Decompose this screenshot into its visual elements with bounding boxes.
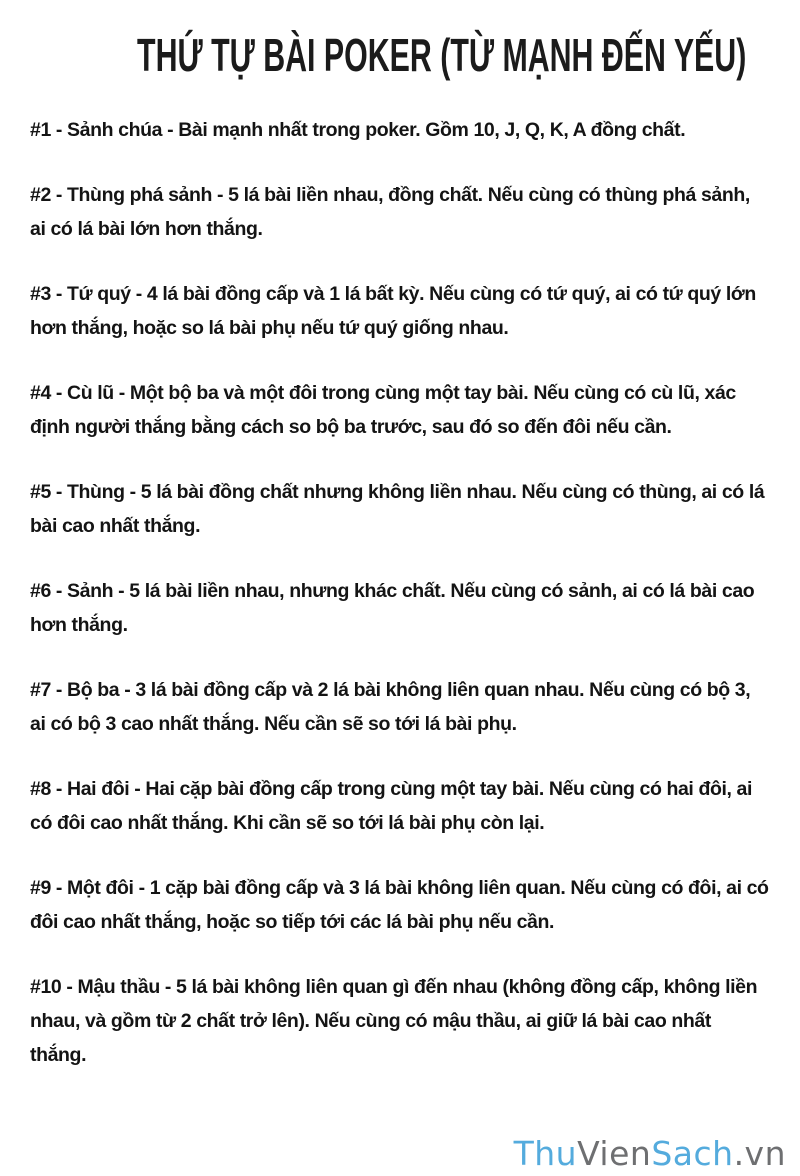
separator: - (162, 119, 179, 142)
hand-rank: #4 (30, 382, 51, 405)
separator: - (50, 382, 68, 405)
separator: - (119, 679, 136, 702)
watermark-logo (513, 1134, 786, 1173)
hand-item (30, 376, 770, 444)
hand-item (30, 475, 770, 543)
separator: - (50, 283, 68, 306)
separator: - (113, 382, 130, 405)
watermark-logo-part: Sach (651, 1134, 734, 1173)
separator: - (50, 481, 68, 504)
hand-item (30, 772, 770, 840)
separator: - (50, 778, 68, 801)
hand-rank: #2 (30, 184, 51, 207)
hand-name: Sảnh chúa (67, 119, 163, 142)
hand-description: 5 lá bài không liên quan gì đến nhau (không đồng cấp, không liền nhau, và gồm từ 2 chất trở lên). Nếu cùng có mậu thầu, ai giữ lá bài cao nhất thắng. (30, 976, 758, 1067)
separator: - (61, 976, 78, 999)
hand-description: Hai cặp bài đồng cấp trong cùng một tay bài. Nếu cùng có hai đôi, ai có đôi cao nhất thắng. Khi cần sẽ so tới lá bài phụ còn lại. (30, 778, 753, 835)
hand-rank: #5 (30, 481, 51, 504)
hand-item (30, 871, 770, 939)
watermark-logo-part: Thu (513, 1134, 578, 1173)
separator: - (50, 679, 68, 702)
hand-description: 5 lá bài liền nhau, đồng chất. Nếu cùng có thùng phá sảnh, ai có lá bài lớn hơn thắng. (30, 184, 750, 241)
hand-description: 5 lá bài đồng chất nhưng không liền nhau. Nếu cùng có thùng, ai có lá bài cao nhất thắng. (30, 481, 765, 538)
hand-name: Mậu thầu (77, 976, 160, 999)
hand-rank: #7 (30, 679, 51, 702)
hand-name: Thùng (67, 481, 125, 504)
hand-item (30, 574, 770, 642)
separator: - (130, 283, 147, 306)
hand-description: 3 lá bài đồng cấp và 2 lá bài không liên quan nhau. Nếu cùng có bộ 3, ai có bộ 3 cao nhất thắng. Nếu cần sẽ so tới lá bài phụ. (30, 679, 751, 736)
hand-item (30, 673, 770, 741)
hand-name: Thùng phá sảnh (67, 184, 213, 207)
hand-description: 5 lá bài liền nhau, nhưng khác chất. Nếu cùng có sảnh, ai có lá bài cao hơn thắng. (30, 580, 755, 637)
separator: - (133, 877, 150, 900)
watermark-logo-part: Vien (577, 1134, 652, 1173)
separator: - (50, 184, 68, 207)
hand-name: Cù lũ (67, 382, 114, 405)
hand-name: Sảnh (67, 580, 114, 603)
hand-description: Bài mạnh nhất trong poker. Gồm 10, J, Q, K, A đồng chất. (178, 119, 686, 142)
watermark-logo-part: .vn (733, 1134, 786, 1173)
separator: - (212, 184, 229, 207)
separator: - (124, 481, 141, 504)
hand-rank: #10 (30, 976, 62, 999)
hand-rank: #6 (30, 580, 51, 603)
hand-rank: #8 (30, 778, 51, 801)
hand-description: 4 lá bài đồng cấp và 1 lá bất kỳ. Nếu cùng có tứ quý, ai có tứ quý lớn hơn thắng, hoặc so lá bài phụ nếu tứ quý giống nhau. (30, 283, 756, 340)
separator: - (50, 580, 68, 603)
hand-description: 1 cặp bài đồng cấp và 3 lá bài không liên quan. Nếu cùng có đôi, ai có đôi cao nhất thắng, hoặc so tiếp tới các lá bài phụ nếu cần. (30, 877, 769, 934)
hand-rank: #1 (30, 119, 51, 142)
hand-rank: #9 (30, 877, 51, 900)
title-container (30, 29, 770, 82)
separator: - (129, 778, 146, 801)
hand-description: Một bộ ba và một đôi trong cùng một tay bài. Nếu cùng có cù lũ, xác định người thắng bằng cách so bộ ba trước, sau đó so đến đôi nếu cần. (30, 382, 736, 439)
hand-item (30, 277, 770, 345)
separator: - (50, 877, 68, 900)
hand-item (30, 178, 770, 246)
hand-rank: #3 (30, 283, 51, 306)
separator: - (159, 976, 177, 999)
hand-item (30, 113, 770, 147)
hand-name: Bộ ba (67, 679, 120, 702)
separator: - (50, 119, 68, 142)
hand-name: Một đôi (67, 877, 134, 900)
hand-item (30, 970, 770, 1072)
hand-name: Hai đôi (67, 778, 130, 801)
hand-ranking-list (30, 113, 770, 1072)
hand-name: Tứ quý (67, 283, 131, 306)
page-title: THỨ TỰ BÀI POKER (TỪ MẠNH ĐẾN YẾU) (137, 29, 747, 82)
separator: - (113, 580, 130, 603)
